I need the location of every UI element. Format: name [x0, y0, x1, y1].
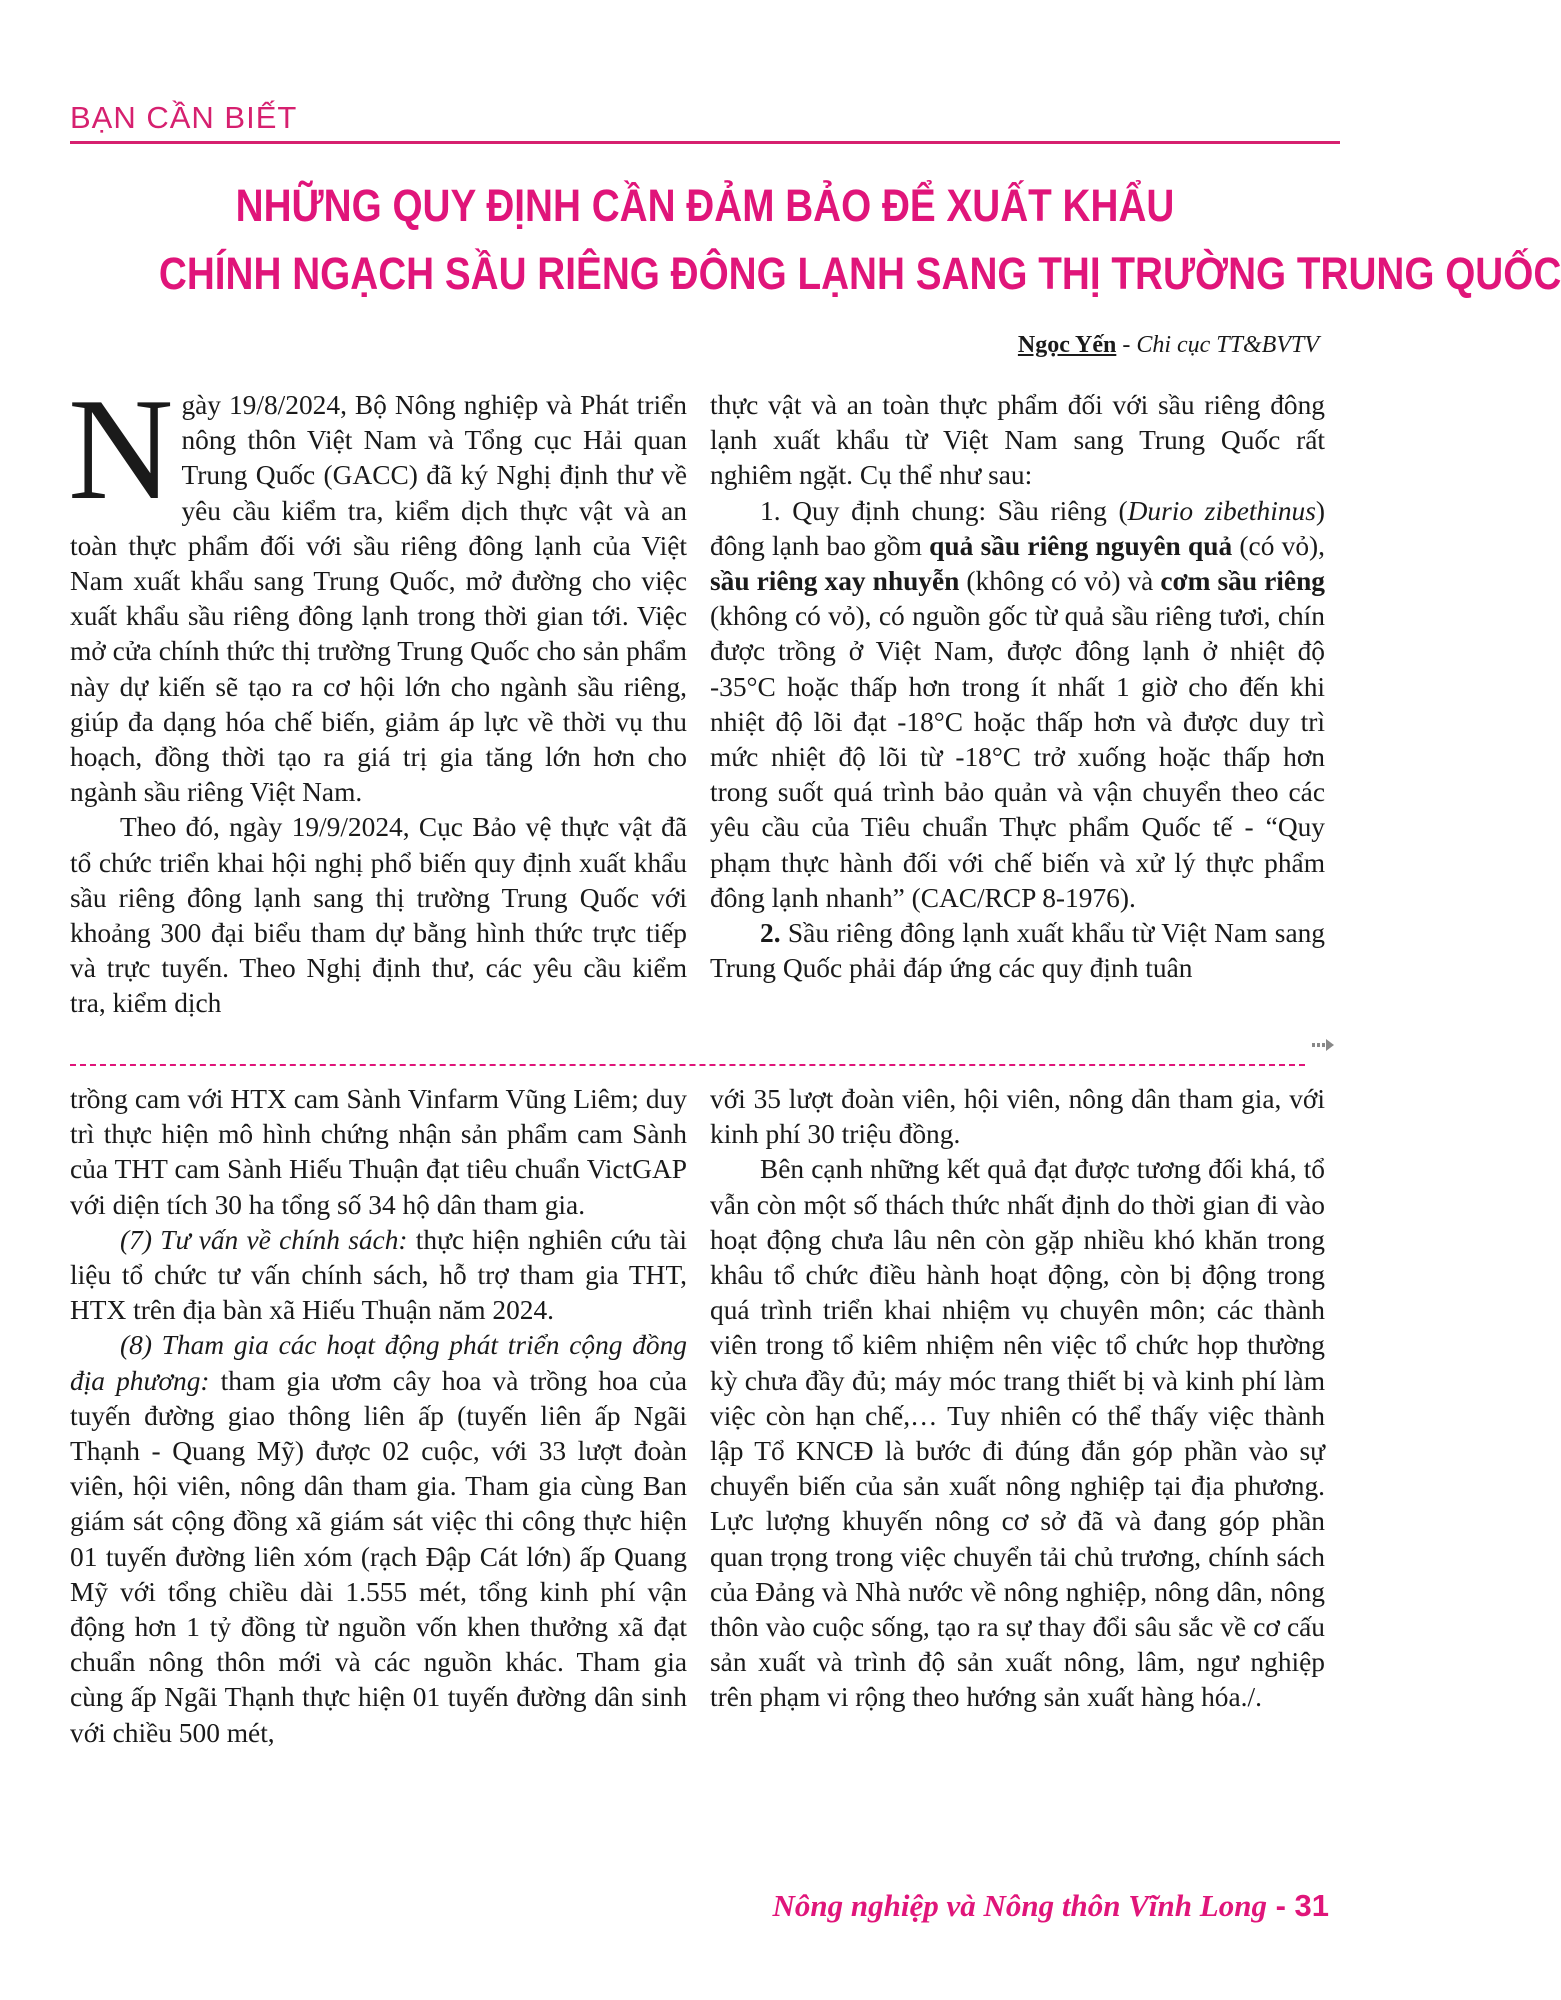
rule-1	[710, 494, 1325, 916]
author-role: Chi cục TT&BVTV	[1136, 332, 1319, 358]
rule-2-number: 2.	[760, 918, 781, 949]
section-separator	[70, 1064, 1305, 1066]
section-divider	[70, 141, 1340, 144]
page-footer	[773, 1888, 1329, 1924]
rule-2-text: Sầu riêng đông lạnh xuất khẩu từ Việt Nam sang Trung Quốc phải đáp ứng các quy định tuân	[710, 918, 1325, 984]
rule-1-text-d: (không có vỏ) và	[959, 566, 1161, 597]
byline	[1018, 332, 1319, 359]
product-pulp: cơm sầu riêng	[1160, 566, 1325, 597]
intro-text: gày 19/8/2024, Bộ Nông nghiệp và Phát triển nông thôn Việt Nam và Tổng cục Hải quan Trung Quốc (GACC) đã ký Nghị định thư về yêu cầu kiểm tra, kiểm dịch thực vật và an toàn thực phẩm đối với sầu riêng đông lạnh của Việt Nam xuất khẩu sang Trung Quốc, mở đường cho việc xuất khẩu sầu riêng đông lạnh trong thời gian tới. Việc mở cửa chính thức thị trường Trung Quốc cho sản phẩm này dự kiến sẽ tạo ra cơ hội lớn cho ngành sầu riêng, giúp đa dạng hóa chế biến, giảm áp lực về thời vụ thu hoạch, đồng thời tạo ra giá trị gia tăng lớn hơn cho ngành sầu riêng Việt Nam.	[70, 390, 687, 808]
rule-2	[710, 916, 1325, 986]
section-label: BẠN CẦN BIẾT	[70, 100, 298, 135]
conclusion-paragraph: Bên cạnh những kết quả đạt được tương đối khá, tổ vẫn còn một số thách thức nhất định do thời gian đi vào hoạt động chưa lâu nên còn gặp nhiều khó khăn trong khâu tổ chức điều hành hoạt động, còn bị động trong quá trình triển khai nhiệm vụ chuyên môn; các thành viên trong tổ kiêm nhiệm nên việc tổ chức họp thường kỳ chưa đầy đủ; máy móc trang thiết bị và kinh phí làm việc còn hạn chế,… Tuy nhiên có thể thấy việc thành lập Tổ KNCĐ là bước đi đúng đắn góp phần vào sự chuyển biến của sản xuất nông nghiệp tại địa phương. Lực lượng khuyến nông cơ sở đã và đang góp phần quan trọng trong việc chuyển tải chủ trương, chính sách của Đảng và Nhà nước về nông nghiệp, nông dân, nông thôn vào cuộc sống, tạo ra sự thay đổi sâu sắc về cơ cấu sản xuất và trình độ sản xuất nông, lâm, ngư nghiệp trên phạm vi rộng theo hướng sản xuất hàng hóa./.	[710, 1154, 1325, 1713]
magazine-name: Nông nghiệp và Nông thôn Vĩnh Long	[772, 1888, 1267, 1923]
article-column-left	[68, 368, 687, 1050]
item-7-lead: (7) Tư vấn về chính sách:	[120, 1224, 408, 1255]
product-whole-fruit: quả sầu riêng nguyên quả	[929, 530, 1233, 561]
page-number: - 31	[1266, 1888, 1329, 1923]
continued-paragraph-2: với 35 lượt đoàn viên, hội viên, nông dân tham gia, với kinh phí 30 triệu đồng.	[710, 1084, 1325, 1150]
article-column-right	[710, 388, 1325, 1050]
item-7-text: thực hiện nghiên cứu tài liệu tổ chức tư vấn chính sách, hỗ trợ tham gia THT, HTX trên địa bàn xã Hiếu Thuận năm 2024.	[70, 1224, 687, 1326]
title-line-1: NHỮNG QUY ĐỊNH CẦN ĐẢM BẢO ĐỂ XUẤT KHẨU	[235, 180, 1175, 231]
author-name: Ngọc Yến	[1017, 332, 1117, 358]
item-8-lead: (8) Tham gia các hoạt động phát triển cộng đồng địa phương:	[70, 1330, 687, 1396]
author-separator: -	[1116, 332, 1137, 358]
drop-cap: N	[68, 368, 174, 530]
continued-column-left	[70, 1082, 687, 1867]
arrow-right-icon	[1312, 1038, 1334, 1052]
product-puree: sầu riêng xay nhuyễn	[710, 566, 960, 597]
rule-1-text-b: ) đông lạnh bao gồm	[710, 495, 1325, 561]
item-8-text: tham gia ươm cây hoa và trồng hoa của tuyến đường giao thông liên ấp (tuyến liên ấp Ngãi Thạnh - Quang Mỹ) được 02 cuộc, với 33 lượt đoàn viên, hội viên, nông dân tham gia. Tham gia cùng Ban giám sát cộng đồng xã giám sát việc thi công thực hiện 01 tuyến đường liên xóm (rạch Đập Cát lớn) ấp Quang Mỹ với tổng chiều dài 1.555 mét, tổng kinh phí vận động hơn 1 tỷ đồng từ nguồn vốn khen thưởng xã đạt chuẩn nông thôn mới và các nguồn khác. Tham gia cùng ấp Ngãi Thạnh thực hiện 01 tuyến đường dân sinh với chiều 500 mét,	[70, 1365, 688, 1748]
paragraph-requirements: thực vật và an toàn thực phẩm đối với sầu riêng đông lạnh xuất khẩu từ Việt Nam sang Trung Quốc rất nghiêm ngặt. Cụ thể như sau:	[710, 390, 1325, 491]
paragraph-conference: Theo đó, ngày 19/9/2024, Cục Bảo vệ thực vật đã tổ chức triển khai hội nghị phổ biến quy định xuất khẩu sầu riêng đông lạnh sang thị trường Trung Quốc với khoảng 300 đại biểu tham dự bằng hình thức trực tiếp và trực tuyến. Theo Nghị định thư, các yêu cầu kiểm tra, kiểm dịch	[70, 812, 687, 1019]
rule-1-text-a: 1. Quy định chung: Sầu riêng (	[760, 495, 1128, 526]
continued-paragraph-1: trồng cam với HTX cam Sành Vinfarm Vũng Liêm; duy trì thực hiện mô hình chứng nhận sản phẩm cam Sành của THT cam Sành Hiếu Thuận đạt tiêu chuẩn VictGAP với diện tích 30 ha tổng số 34 hộ dân tham gia.	[70, 1084, 687, 1220]
item-8	[70, 1328, 687, 1750]
continued-column-right	[710, 1082, 1325, 1867]
rule-1-text-e: (không có vỏ), có nguồn gốc từ quả sầu riêng tươi, chín được trồng ở Việt Nam, được đông lạnh ở nhiệt độ -35°C hoặc thấp hơn trong ít nhất 1 giờ cho đến khi nhiệt độ lõi đạt -18°C hoặc thấp hơn và được duy trì mức nhiệt độ lõi từ -18°C trở xuống hoặc thấp hơn trong suốt quá trình bảo quản và vận chuyển theo các yêu cầu của Tiêu chuẩn Thực phẩm Quốc tế - “Quy phạm thực hành đối với chế biến và xử lý thực phẩm đông lạnh nhanh” (CAC/RCP 8-1976).	[710, 601, 1325, 913]
species-name: Durio zibethinus	[1127, 495, 1316, 526]
intro-paragraph	[68, 368, 687, 810]
item-7	[70, 1223, 687, 1329]
title-line-2: CHÍNH NGẠCH SẦU RIÊNG ĐÔNG LẠNH SANG THỊ TRƯỜNG TRUNG QUỐC	[158, 248, 1561, 299]
article-title	[158, 172, 1561, 308]
rule-1-text-c: (có vỏ),	[1232, 530, 1325, 561]
